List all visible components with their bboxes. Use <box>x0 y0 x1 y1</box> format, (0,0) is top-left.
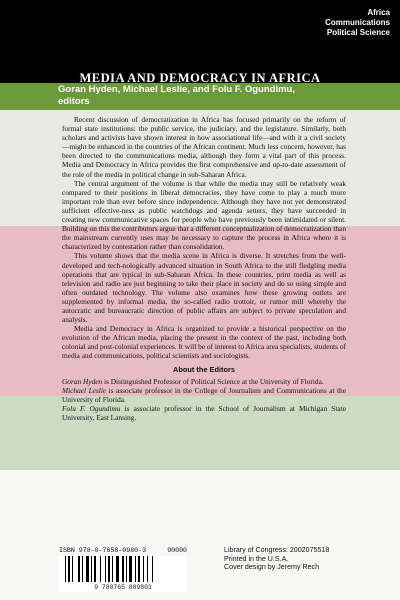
barcode-bar <box>65 556 66 582</box>
about-editors-heading: About the Editors <box>173 364 235 374</box>
isbn-text: ISBN 978-0-7658-0980-3 <box>59 547 147 554</box>
barcode-bar <box>112 556 113 582</box>
barcode-bar <box>78 556 80 582</box>
editor-bio-text: is Distinguished Professor of Political Science at the University of Florida. <box>102 376 324 386</box>
barcode-bar <box>129 556 132 582</box>
editor-name: Goran Hyden <box>62 376 103 386</box>
printed-in: Printed in the U.S.A. <box>224 554 289 563</box>
barcode-bar <box>138 556 140 582</box>
price-code: 90000 <box>167 547 187 554</box>
barcode-bar <box>108 556 110 582</box>
blurb-paragraph: Recent discussion of democratization in Africa has focused primarily on the reform of formal state institutions: the public service, the judiciary, and the legislature. Similarly, both scholars and activists have shown interest in how associational life—and with it a civil society—might be enhanced in the countries of the African continent. Much less concern, however, has been directed to the communications media, although they form a vital part of this process. Media and Democracy in Africa provides the first comprehensive and up-to-date assessment of the role of the media in political change in sub-Saharan Africa. <box>62 115 346 179</box>
barcode-bar <box>116 556 119 582</box>
isbn-line <box>59 547 187 554</box>
blurb-paragraph: This volume shows that the media scene in Africa is diverse. It stretches from the well-developed and tech-nologically advanced situation in South Africa to the still fledgling media operations that are typical in sub-Saharan Africa. In these countries, print media as well as television and radio are just beginning to take their place in society and do so using simple and often outdated technology. The volume also examines how these growing outlets are supplemented by informal media, the so-called radio trottoir, or rumor mill whereby the autocratic and bureaucratic direction of public affairs are subject to private speculation and analysis. <box>62 251 346 325</box>
editor-bio-text: is associate professor in the College of Journalism and Communications at the University of Florida. <box>62 385 346 404</box>
publication-info <box>224 546 394 572</box>
editor-bio-text: is associate professor in the School of Journalism at Michigan State University, East Lansing. <box>62 403 346 422</box>
editors-label: editors <box>58 96 90 107</box>
barcode-bar <box>152 556 153 582</box>
editor-name: Michael Leslie <box>62 385 107 395</box>
barcode-bar <box>126 556 127 582</box>
series-subjects <box>325 8 390 38</box>
editor-bio <box>62 377 346 386</box>
blurb-paragraph: The central argument of the volume is that while the media may still be relatively weak compared to their positions in liberal democracies, they have come to play a much more important role than ever before since independence. Although they have not yet demonstrated sufficient effective-ness as public watchdogs and agenda setters, they have succeeded in creating new communicative spaces for people who have previously been intimidated or silent. Building on this the contributors argue that a different conceptualization of democratization than the mainstream currently uses may be necessary to capture the process in Africa where it is characterized by contestation rather than consolidation. <box>62 178 346 252</box>
barcode-bar <box>68 556 70 582</box>
subject-political-science: Political Science <box>326 28 390 37</box>
barcode-bar <box>82 556 83 582</box>
barcode-bar <box>100 556 101 582</box>
barcode-bar <box>86 556 89 582</box>
barcode-bar <box>72 556 73 582</box>
editors-line <box>58 84 295 108</box>
blurb-paragraph: Media and Democracy in Africa is organized to provide a historical perspective on the evolution of the African media, placing the present in the context of the past, including both colonial and post-colonial experiences. It will be of interest to Africa area specialists, students of media and communications, political scientists and sociologists. <box>62 324 346 361</box>
barcode-bar <box>122 556 124 582</box>
barcode-bar <box>91 556 92 582</box>
barcode-icon <box>65 556 175 582</box>
cover-design-credit: Cover design by Jeremy Rech <box>224 563 320 571</box>
barcode-bar <box>143 556 144 582</box>
barcode-bar <box>147 556 148 582</box>
barcode-digits: 9 780765 809803 <box>94 584 152 591</box>
book-title: MEDIA AND DEMOCRACY IN AFRICA <box>79 71 321 85</box>
editor-name: Folu F. Ogundimu <box>62 403 121 413</box>
subject-communications: Communications <box>325 18 390 27</box>
editors-names: Goran Hyden, Michael Leslie, and Folu F. Ogundimu, <box>58 84 295 95</box>
loc-number: Library of Congress: 2002075518 <box>224 546 330 554</box>
barcode-bar <box>135 556 136 582</box>
barcode-bar <box>105 556 106 582</box>
blurb-text <box>62 115 346 422</box>
subject-africa: Africa <box>367 8 390 17</box>
editor-bio <box>62 386 346 404</box>
barcode-bar <box>94 556 96 582</box>
editor-bio <box>62 404 346 422</box>
